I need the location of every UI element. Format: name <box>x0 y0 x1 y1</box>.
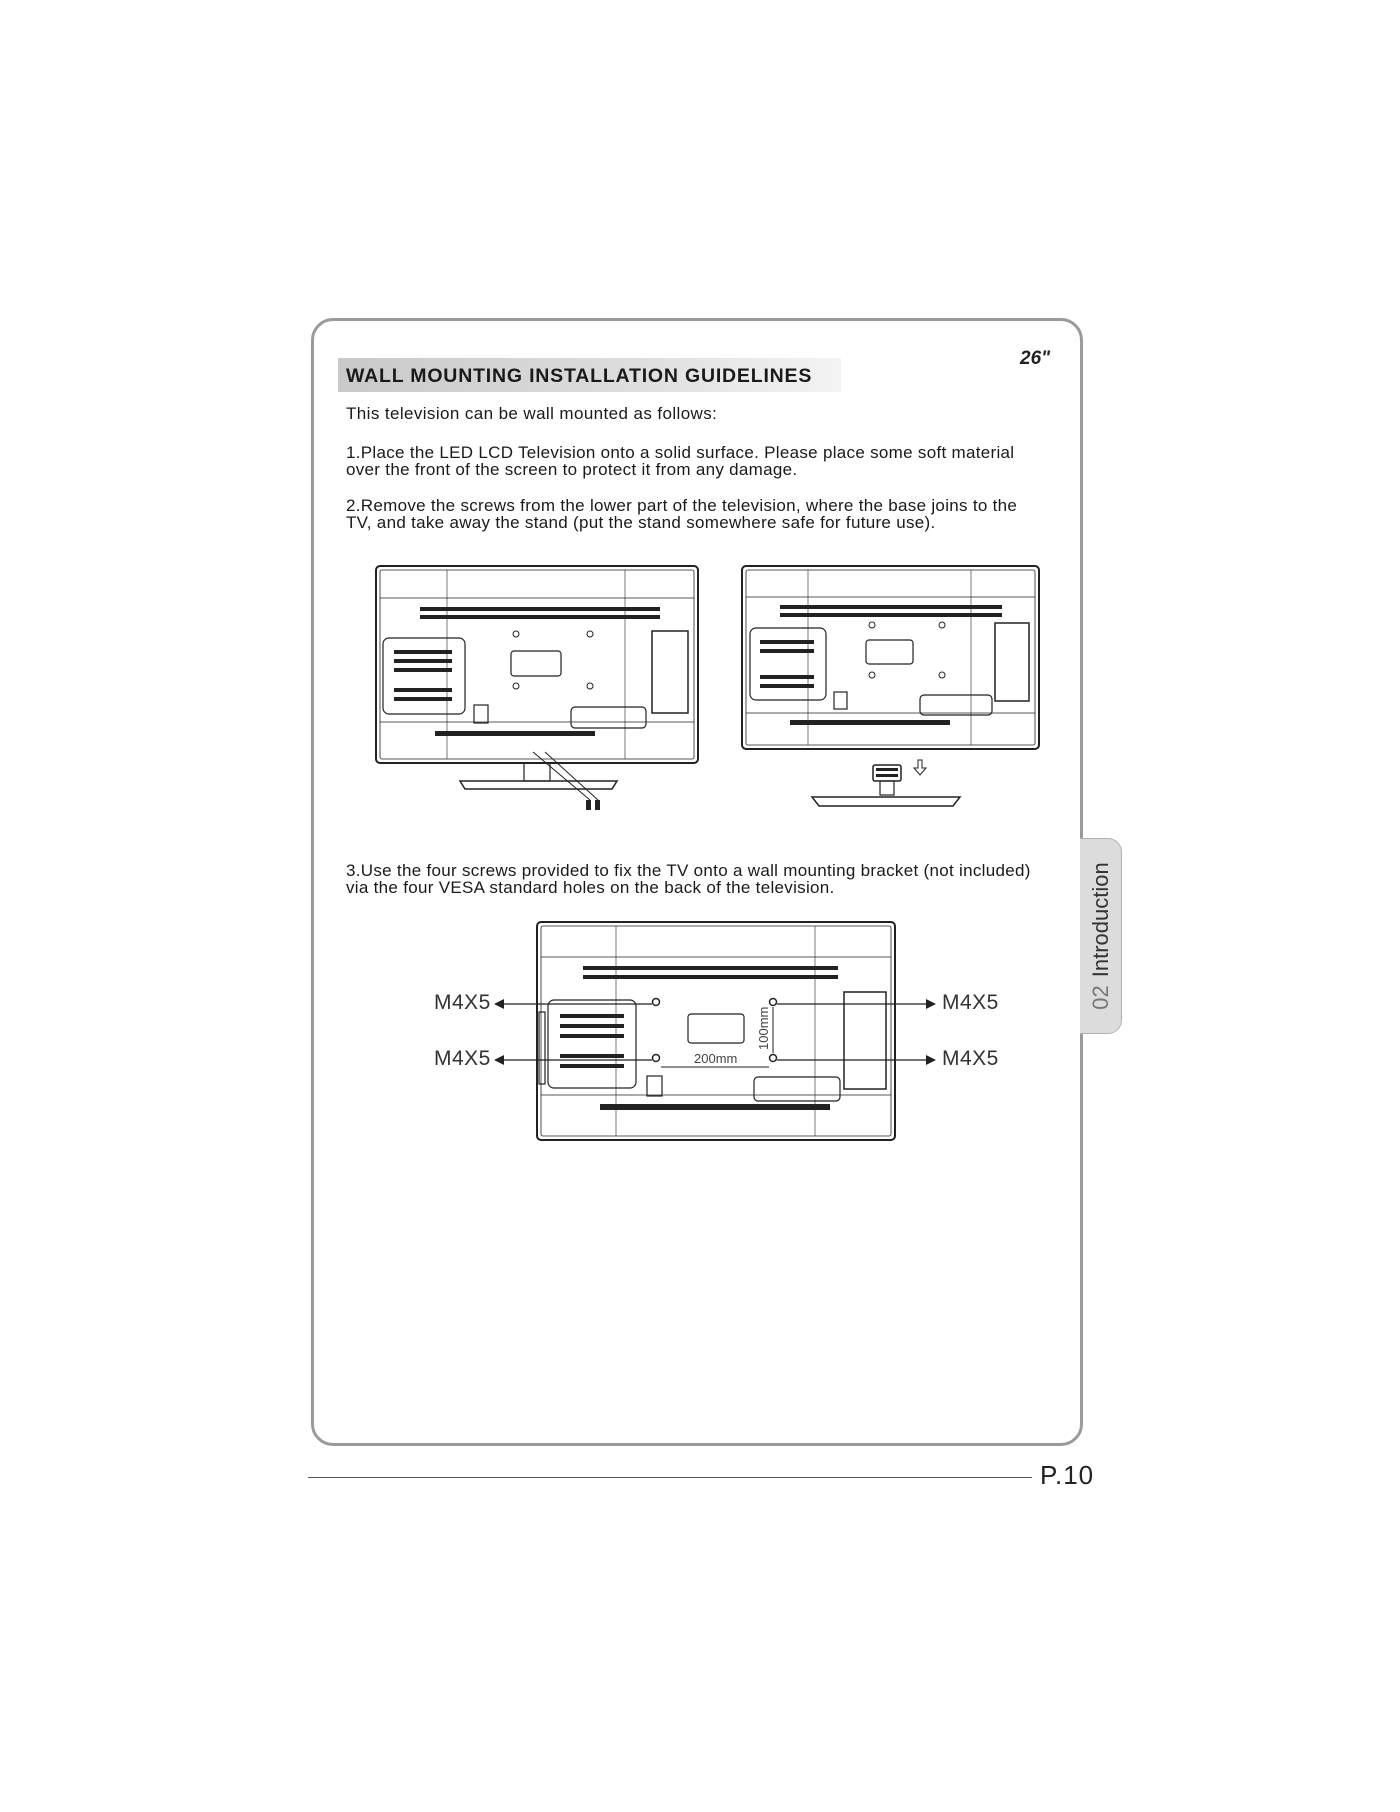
step-3-line-1: 3.Use the four screws provided to fix the TV onto a wall mounting bracket (not included) <box>346 861 1031 880</box>
page-title: WALL MOUNTING INSTALLATION GUIDELINES <box>346 365 813 387</box>
dimension-100mm: 100mm <box>756 1006 771 1050</box>
step-2-line-1: 2.Remove the screws from the lower part of the television, where the base joins to the <box>346 496 1018 515</box>
screw-label-bottom-left: M4X5 <box>434 1047 491 1070</box>
section-name: Introduction <box>1088 862 1113 978</box>
screw-label-top-left: M4X5 <box>434 991 491 1014</box>
screen-size-label: 26" <box>1020 348 1051 369</box>
intro-text: This television can be wall mounted as follows: <box>346 404 718 423</box>
step-1-line-2: over the front of the screen to protect it from any damage. <box>346 460 798 479</box>
section-tab-label <box>1088 862 1114 1009</box>
footer-rule <box>308 1477 1032 1478</box>
screw-label-bottom-right: M4X5 <box>942 1047 999 1070</box>
section-number: 02 <box>1088 985 1113 1010</box>
step-2-line-2: TV, and take away the stand (put the stand somewhere safe for future use). <box>346 513 936 532</box>
step-1-line-1: 1.Place the LED LCD Television onto a solid surface. Please place some soft material <box>346 443 1015 462</box>
step-3-line-2: via the four VESA standard holes on the back of the television. <box>346 878 835 897</box>
screw-label-top-right: M4X5 <box>942 991 999 1014</box>
dimension-200mm: 200mm <box>694 1051 738 1066</box>
page-number: P.10 <box>1040 1460 1095 1490</box>
